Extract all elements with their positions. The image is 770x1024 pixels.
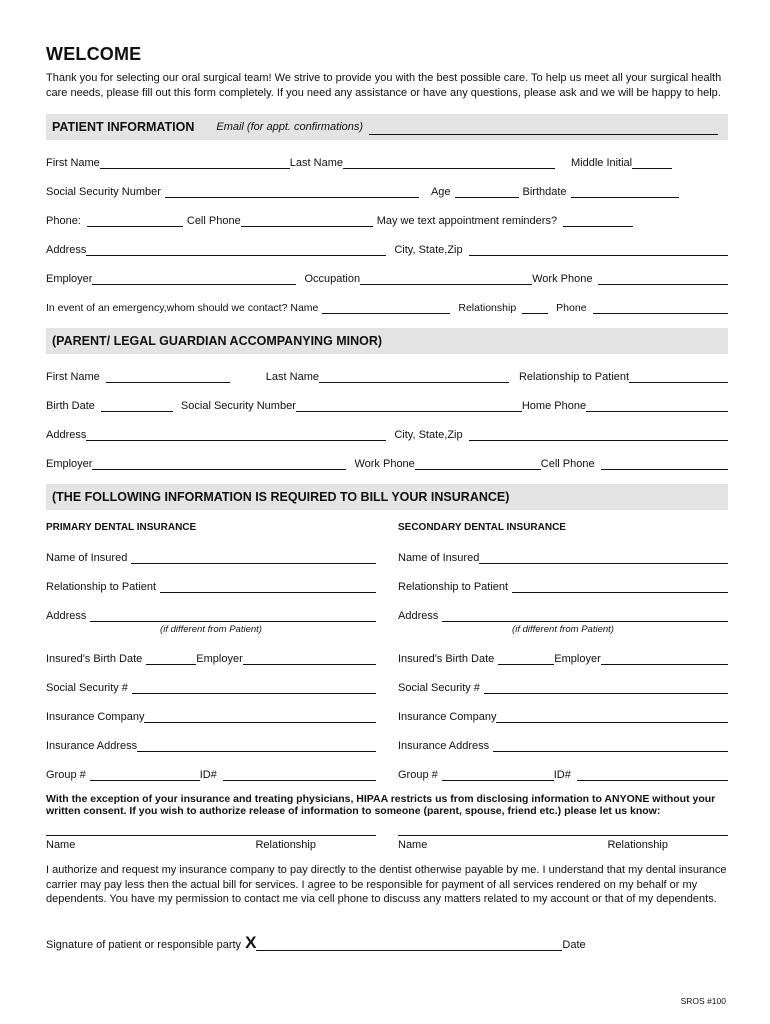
ssn-field[interactable] <box>165 185 419 198</box>
guardian-home-phone-field[interactable] <box>586 399 728 412</box>
age-field[interactable] <box>455 185 519 198</box>
intake-form <box>46 44 728 951</box>
field-label: Social Security # <box>398 682 480 694</box>
field-label: Name <box>398 839 428 851</box>
field-label: Insurance Address <box>46 740 138 752</box>
guardian-last-name-field[interactable] <box>319 370 509 383</box>
field-label: Employer <box>554 653 601 665</box>
primary-address-field[interactable] <box>90 609 376 622</box>
text-reminders-field[interactable] <box>563 214 633 227</box>
field-label: Date <box>562 938 586 951</box>
guardian-address-field[interactable] <box>86 428 386 441</box>
release-contacts <box>46 835 728 851</box>
primary-relationship-field[interactable] <box>160 580 376 593</box>
middle-initial-field[interactable] <box>632 156 672 169</box>
field-label: Group # <box>46 769 86 781</box>
section-title: (PARENT/ LEGAL GUARDIAN ACCOMPANYING MINOR) <box>52 334 383 348</box>
signature-field[interactable] <box>256 936 562 951</box>
field-label: Signature of patient or responsible party <box>46 938 242 951</box>
form-code: SROS #100 <box>680 996 726 1006</box>
field-label: Address <box>46 244 87 256</box>
field-label: Birth Date <box>46 400 95 412</box>
guardian-city-state-zip-field[interactable] <box>469 428 728 441</box>
field-label: Middle Initial <box>570 157 633 169</box>
work-phone-field[interactable] <box>598 272 728 285</box>
primary-employer-field[interactable] <box>243 652 376 665</box>
guardian-address-row <box>46 426 728 441</box>
emergency-phone-field[interactable] <box>593 301 728 314</box>
field-label: Last Name <box>289 157 343 169</box>
guardian-first-name-field[interactable] <box>106 370 230 383</box>
secondary-company-field[interactable] <box>496 710 728 723</box>
email-field[interactable] <box>369 120 718 135</box>
primary-ssn-field[interactable] <box>132 681 376 694</box>
page-title: WELCOME <box>46 44 142 64</box>
field-label: Address <box>46 429 87 441</box>
field-label: Relationship <box>458 302 517 314</box>
field-label: Phone: <box>46 215 81 227</box>
field-label: Social Security Number <box>46 186 161 198</box>
primary-company-address-field[interactable] <box>137 739 376 752</box>
intro-text: Thank you for selecting our oral surgical team! We strive to provide you with the best possible care. To help us meet all your surgical health care needs, please fill out this form completely. If you need any assistance or have any questions, please ask and we will be happy to help. <box>46 72 722 99</box>
primary-birth-date-field[interactable] <box>146 652 196 665</box>
secondary-employer-field[interactable] <box>601 652 728 665</box>
secondary-relationship-field[interactable] <box>512 580 728 593</box>
field-label: Relationship to Patient <box>46 581 157 593</box>
authorization-text: I authorize and request my insurance company to pay directly to the dentist otherwise payable by me. I understand that my dental insurance carrier may pay less then the actual bill for services. I agree to be responsible for payment of all services rendered on my behalf or my dependents. You have my permission to contact me via cell phone to discuss any matters related to my account or that of my dependents. <box>46 864 727 905</box>
field-label: Address <box>398 610 439 622</box>
field-label: Occupation <box>304 273 361 285</box>
secondary-address-field[interactable] <box>442 609 728 622</box>
field-label: Relationship to Patient <box>518 371 630 383</box>
occupation-field[interactable] <box>360 272 532 285</box>
field-label: Relationship <box>255 839 316 851</box>
field-label: Employer <box>46 458 93 470</box>
insurance-columns <box>46 510 728 781</box>
field-label: Insurance Company <box>398 711 497 723</box>
field-label: Last Name <box>265 371 319 383</box>
field-label: Name <box>46 839 76 851</box>
guardian-name-row <box>46 368 728 383</box>
patient-employer-row <box>46 270 728 285</box>
insurance-section-header <box>46 484 728 510</box>
signature-mark: X <box>245 932 257 952</box>
email-label: Email (for appt. confirmations) <box>216 121 364 133</box>
first-name-field[interactable] <box>100 156 290 169</box>
field-label: Age <box>430 186 451 198</box>
guardian-ssn-field[interactable] <box>296 399 522 412</box>
field-label: In event of an emergency,whom should we contact? Name <box>46 302 319 314</box>
hipaa-notice: With the exception of your insurance and treating physicians, HIPAA restricts us from disclosing information to ANYONE without your written consent. If you wish to authorize release of information to someone (parent, spouse, friend etc.) please let us know: <box>46 793 716 817</box>
guardian-section-header <box>46 328 728 354</box>
emergency-name-field[interactable] <box>322 301 450 314</box>
secondary-birth-date-field[interactable] <box>498 652 554 665</box>
field-label: Insurance Company <box>46 711 145 723</box>
primary-company-field[interactable] <box>144 710 376 723</box>
guardian-work-phone-field[interactable] <box>415 457 541 470</box>
secondary-name-of-insured-field[interactable] <box>479 551 728 564</box>
field-label: Phone <box>556 302 587 314</box>
guardian-relationship-field[interactable] <box>629 370 728 383</box>
secondary-insurance-title: SECONDARY DENTAL INSURANCE <box>398 522 566 533</box>
birthdate-field[interactable] <box>571 185 679 198</box>
field-label: ID# <box>553 769 571 781</box>
primary-insurance-title: PRIMARY DENTAL INSURANCE <box>46 522 197 533</box>
release-contact-2[interactable] <box>398 835 728 851</box>
field-label: Name of Insured <box>398 552 480 564</box>
patient-address-row <box>46 241 728 256</box>
field-label: Cell Phone <box>540 458 595 470</box>
address-field[interactable] <box>86 243 386 256</box>
field-label: Relationship to Patient <box>398 581 509 593</box>
field-label: Insured's Birth Date <box>46 653 143 665</box>
field-label: First Name <box>46 371 100 383</box>
field-label: Relationship <box>607 839 668 851</box>
primary-insurance <box>46 510 376 781</box>
field-label: Employer <box>196 653 243 665</box>
field-label: ID# <box>199 769 217 781</box>
patient-name-row <box>46 154 728 169</box>
emergency-relationship-field[interactable] <box>522 301 548 314</box>
secondary-insurance <box>398 510 728 781</box>
last-name-field[interactable] <box>343 156 555 169</box>
address-note: (if different from Patient) <box>512 624 614 635</box>
field-label: First Name <box>46 157 100 169</box>
field-label: Group # <box>398 769 438 781</box>
patient-section-header <box>46 114 728 140</box>
field-label: Insurance Address <box>398 740 490 752</box>
secondary-ssn-field[interactable] <box>484 681 728 694</box>
field-label: City, State,Zip <box>394 429 463 441</box>
field-label: Insured's Birth Date <box>398 653 495 665</box>
secondary-id-field[interactable] <box>577 768 728 781</box>
primary-name-of-insured-field[interactable] <box>131 551 376 564</box>
field-label: Home Phone <box>521 400 587 412</box>
guardian-employer-row <box>46 455 728 470</box>
field-label: Work Phone <box>354 458 415 470</box>
guardian-employer-field[interactable] <box>92 457 346 470</box>
employer-field[interactable] <box>92 272 296 285</box>
section-title: PATIENT INFORMATION <box>52 120 195 134</box>
guardian-birth-row <box>46 397 728 412</box>
phone-field[interactable] <box>87 214 183 227</box>
release-contact-1[interactable] <box>46 835 376 851</box>
field-label: Address <box>46 610 87 622</box>
signature-row <box>46 933 728 951</box>
guardian-cell-phone-field[interactable] <box>601 457 728 470</box>
field-label: Birthdate <box>522 186 567 198</box>
field-label: Social Security # <box>46 682 128 694</box>
primary-id-field[interactable] <box>223 768 376 781</box>
field-label: Work Phone <box>532 273 593 285</box>
secondary-group-field[interactable] <box>442 768 554 781</box>
patient-ssn-row <box>46 183 728 198</box>
field-label: Social Security Number <box>180 400 296 412</box>
field-label: Employer <box>46 273 93 285</box>
field-label: City, State,Zip <box>394 244 463 256</box>
field-label: Cell Phone <box>186 215 241 227</box>
section-title: (THE FOLLOWING INFORMATION IS REQUIRED TO BILL YOUR INSURANCE) <box>52 490 510 504</box>
patient-emergency-row <box>46 299 728 314</box>
primary-group-field[interactable] <box>90 768 200 781</box>
patient-phone-row <box>46 212 728 227</box>
city-state-zip-field[interactable] <box>469 243 728 256</box>
field-label: Name of Insured <box>46 552 128 564</box>
cell-phone-field[interactable] <box>241 214 373 227</box>
secondary-company-address-field[interactable] <box>493 739 728 752</box>
field-label: May we text appointment reminders? <box>376 215 558 227</box>
address-note: (if different from Patient) <box>160 624 262 635</box>
guardian-birth-date-field[interactable] <box>101 399 173 412</box>
